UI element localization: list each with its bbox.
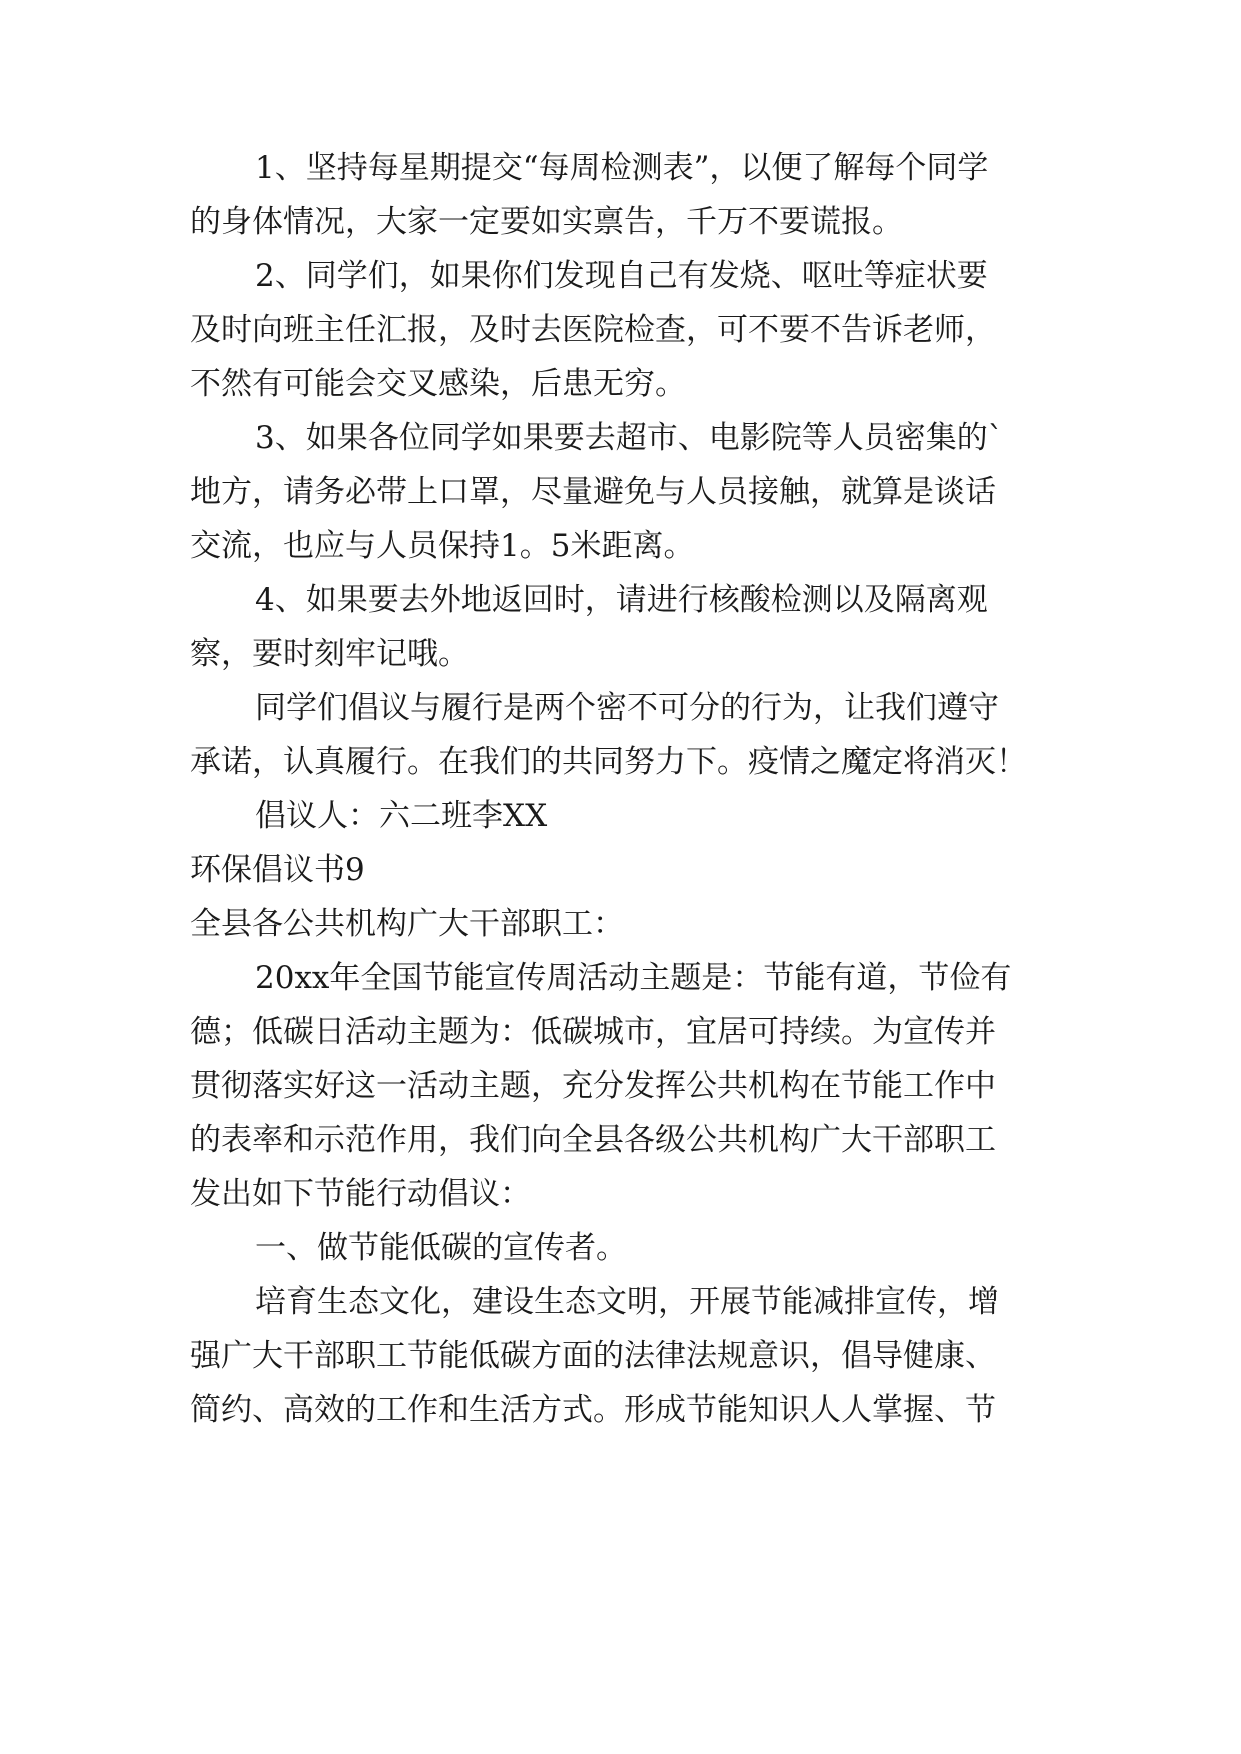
text-line: 发出如下节能行动倡议：	[190, 1176, 531, 1212]
text-line: 承诺，认真履行。在我们的共同努力下。疫情之魔定将消灭！	[190, 744, 1027, 780]
text-line: 强广大干部职工节能低碳方面的法律法规意识，倡导健康、	[190, 1338, 996, 1374]
text-line: 4、如果要去外地返回时，请进行核酸检测以及隔离观	[255, 582, 988, 618]
text-line: 交流，也应与人员保持1。5米距离。	[190, 528, 695, 564]
text-line: 20xx年全国节能宣传周活动主题是：节能有道，节俭有	[255, 960, 1012, 996]
text-line: 2、同学们，如果你们发现自己有发烧、呕吐等症状要	[255, 258, 988, 294]
text-line: 简约、高效的工作和生活方式。形成节能知识人人掌握、节	[190, 1392, 996, 1428]
text-line: 同学们倡议与履行是两个密不可分的行为，让我们遵守	[255, 690, 999, 726]
salutation: 全县各公共机构广大干部职工：	[190, 906, 624, 942]
subheading: 一、做节能低碳的宣传者。	[255, 1230, 627, 1266]
text-line: 的身体情况，大家一定要如实禀告，千万不要谎报。	[190, 204, 903, 240]
text-line: 贯彻落实好这一活动主题，充分发挥公共机构在节能工作中	[190, 1068, 996, 1104]
section-title: 环保倡议书9	[190, 852, 365, 888]
text-line: 及时向班主任汇报，及时去医院检查，可不要不告诉老师，	[190, 312, 996, 348]
text-line: 1、坚持每星期提交“每周检测表”，以便了解每个同学	[255, 150, 989, 186]
text-line: 3、如果各位同学如果要去超市、电影院等人员密集的`	[255, 420, 1004, 456]
text-line: 德；低碳日活动主题为：低碳城市，宜居可持续。为宣传并	[190, 1014, 996, 1050]
text-line: 培育生态文化，建设生态文明，开展节能减排宣传，增	[255, 1284, 999, 1320]
signature-line: 倡议人：六二班李XX	[255, 798, 548, 834]
text-line: 察，要时刻牢记哦。	[190, 636, 469, 672]
text-line: 不然有可能会交叉感染，后患无穷。	[190, 366, 686, 402]
text-line: 的表率和示范作用，我们向全县各级公共机构广大干部职工	[190, 1122, 996, 1158]
text-line: 地方，请务必带上口罩，尽量避免与人员接触，就算是谈话	[190, 474, 996, 510]
